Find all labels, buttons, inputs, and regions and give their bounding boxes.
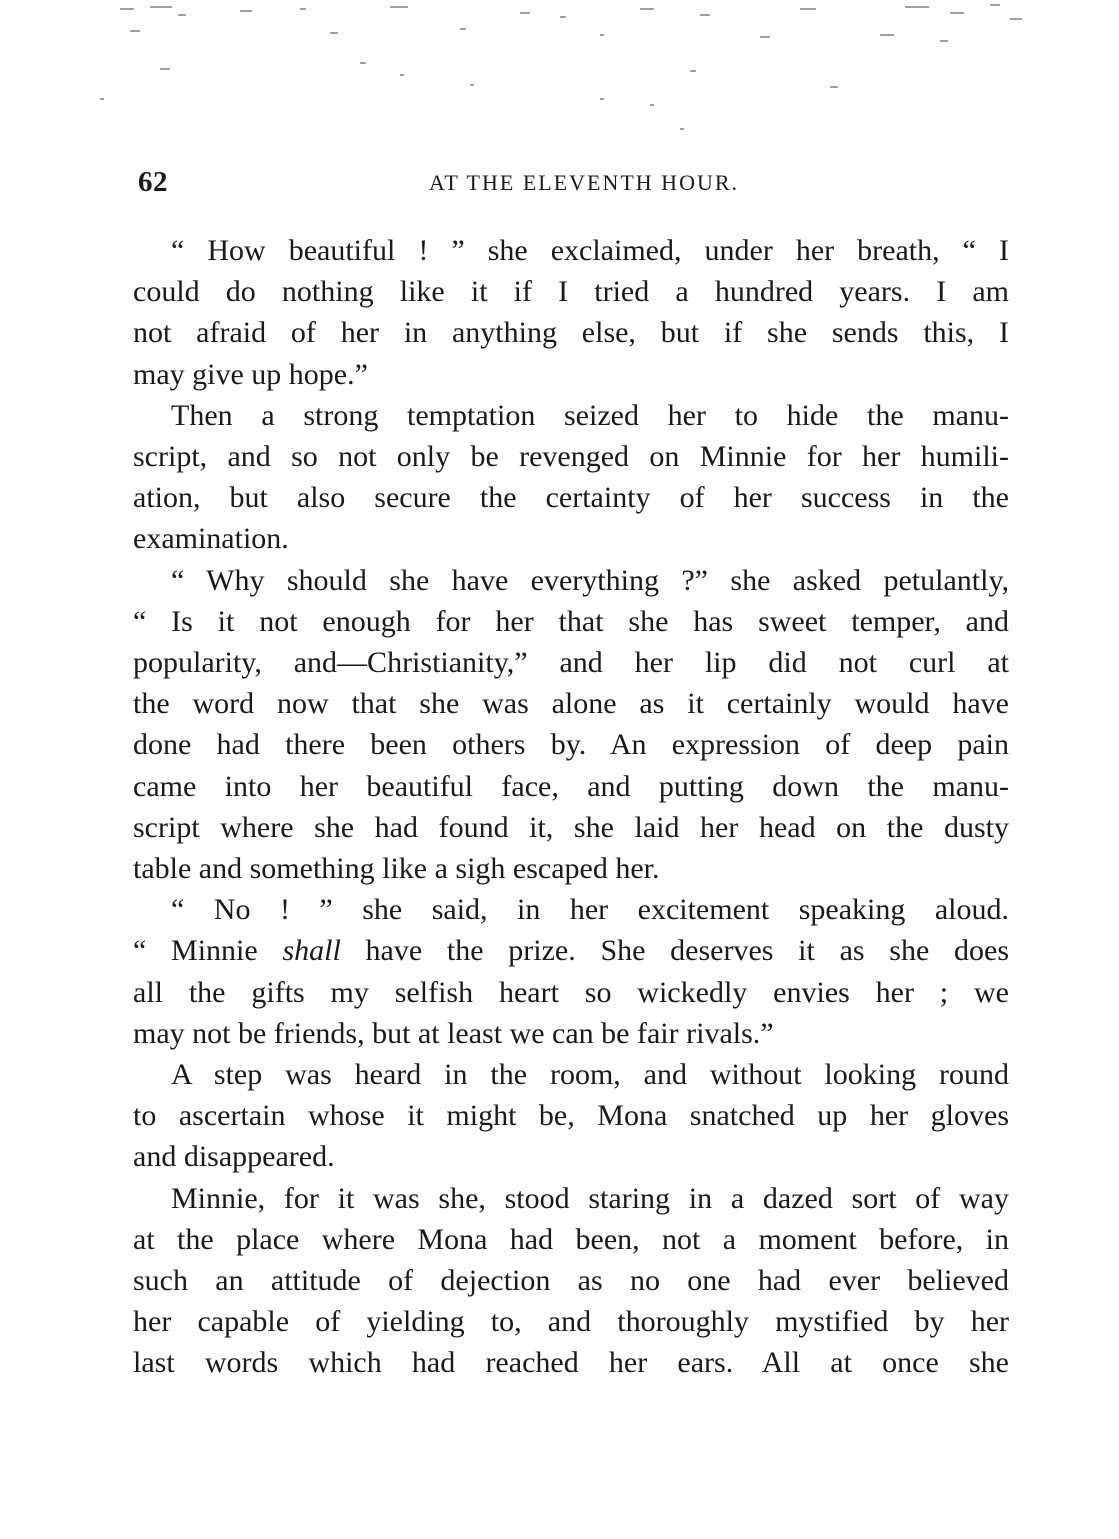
- text-line: at the place where Mona had been, not a moment before, in: [133, 1222, 1009, 1256]
- page-header: [138, 166, 1010, 206]
- paragraph-5: [133, 1054, 1009, 1178]
- text-line: script where she had found it, she laid her head on the dusty: [133, 810, 1009, 844]
- text-line: last words which had reached her ears. All at once she: [133, 1346, 1009, 1380]
- scan-speckle-noise: [0, 0, 1119, 140]
- text-line: came into her beautiful face, and putting down the manu-: [133, 769, 1009, 803]
- text-line: may not be friends, but at least we can be fair rivals.”: [133, 1016, 774, 1050]
- text-fragment: have the prize. She deserves it as she does: [340, 934, 1009, 968]
- emphasized-word: shall: [282, 934, 341, 968]
- running-head: AT THE ELEVENTH HOUR.: [428, 170, 740, 195]
- paragraph-3: [133, 560, 1009, 890]
- paragraph-2: [133, 395, 1009, 560]
- text-line: table and something like a sigh escaped her.: [133, 852, 660, 886]
- text-line: examination.: [133, 522, 289, 556]
- text-line: “ Why should she have everything ?” she asked petulantly,: [171, 563, 1009, 597]
- text-line: “ How beautiful ! ” she exclaimed, under her breath, “ I: [171, 234, 1009, 267]
- text-line: Minnie, for it was she, stood staring in a dazed sort of way: [171, 1181, 1009, 1215]
- body-text: [133, 230, 1009, 1384]
- text-line: script, and so not only be revenged on Minnie for her humili-: [133, 440, 1009, 474]
- text-line: to ascertain whose it might be, Mona snatched up her gloves: [133, 1099, 1009, 1133]
- text-line: such an attitude of dejection as no one had ever believed: [133, 1264, 1009, 1298]
- text-line: and disappeared.: [133, 1140, 335, 1174]
- paragraph-4: [133, 889, 1009, 1054]
- text-line: “ No ! ” she said, in her excitement speaking aloud.: [171, 893, 1009, 927]
- text-line: ation, but also secure the certainty of her success in the: [133, 481, 1009, 515]
- text-line: popularity, and—Christianity,” and her lip did not curl at: [133, 646, 1009, 680]
- text-line: done had there been others by. An expression of deep pain: [133, 728, 1009, 762]
- page-number: 62: [138, 166, 168, 198]
- text-line: the word now that she was alone as it certainly would have: [133, 687, 1009, 721]
- text-line: her capable of yielding to, and thoroughly mystified by her: [133, 1305, 1009, 1339]
- text-line: Then a strong temptation seized her to hide the manu-: [171, 398, 1009, 432]
- text-line: may give up hope.”: [133, 357, 368, 391]
- text-line: all the gifts my selfish heart so wickedly envies her ; we: [133, 975, 1009, 1009]
- paragraph-6: [133, 1178, 1009, 1384]
- paragraph-1: [133, 230, 1009, 395]
- text-line: “ Is it not enough for her that she has sweet temper, and: [133, 604, 1009, 638]
- text-line: A step was heard in the room, and without looking round: [171, 1058, 1009, 1092]
- text-line: could do nothing like it if I tried a hundred years. I am: [133, 275, 1009, 309]
- text-line-with-emphasis: [133, 930, 1009, 971]
- text-fragment: “ Minnie: [133, 934, 283, 968]
- text-line: not afraid of her in anything else, but if she sends this, I: [133, 316, 1009, 350]
